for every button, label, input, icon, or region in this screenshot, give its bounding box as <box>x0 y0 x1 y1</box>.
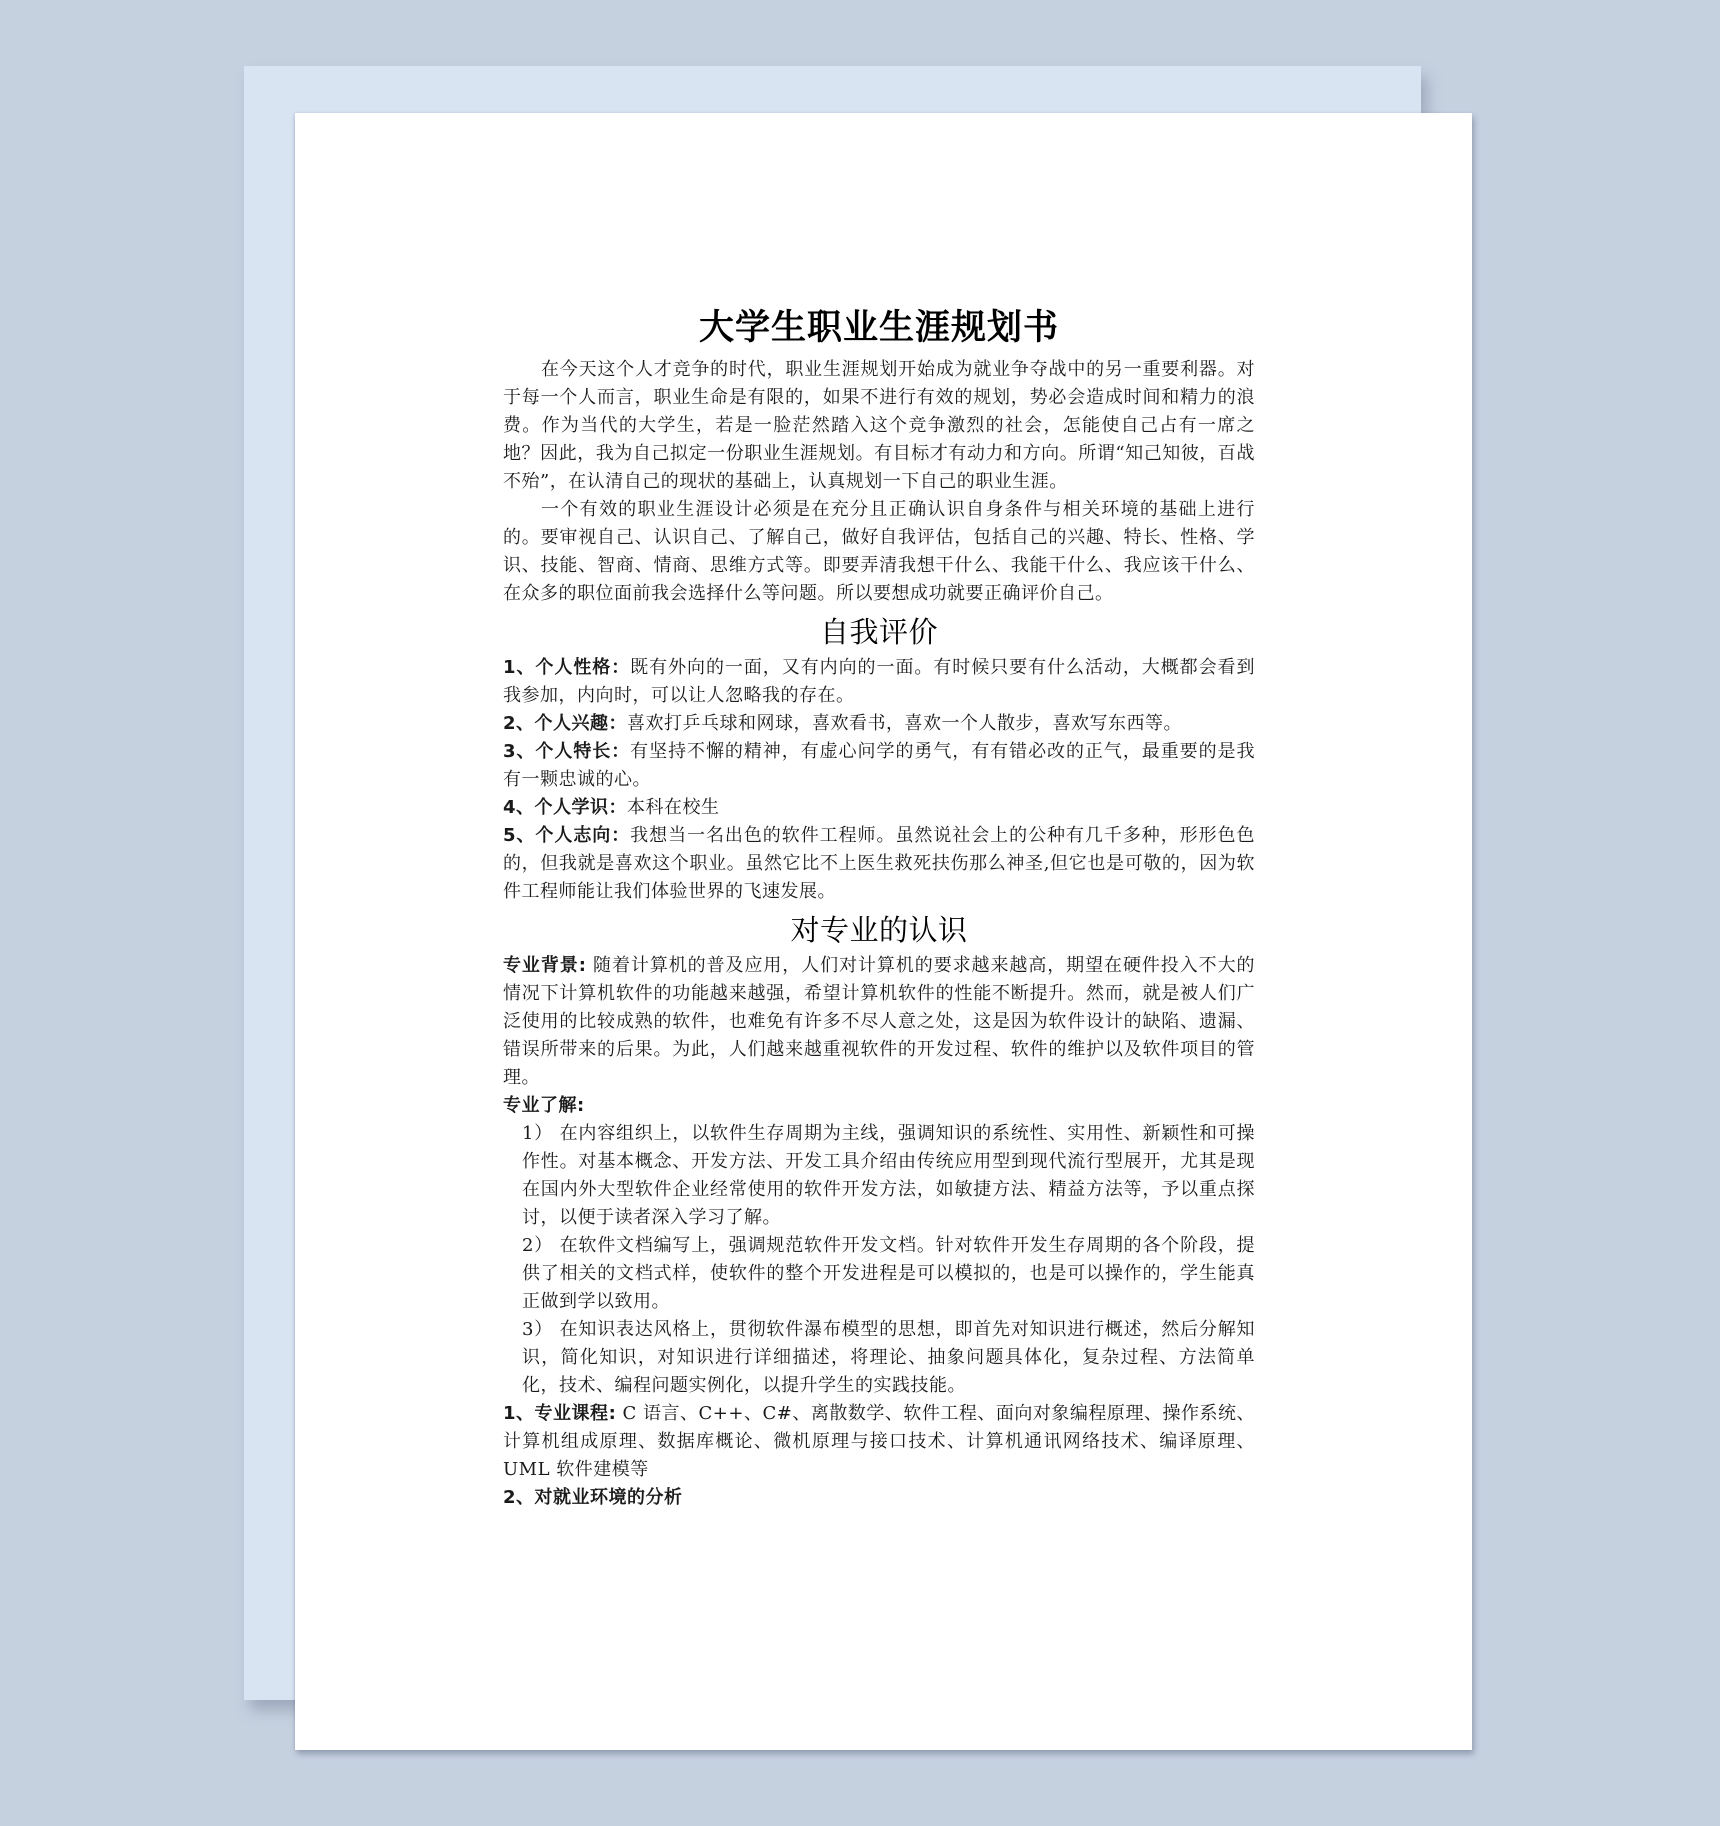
item-text: 我想当一名出色的软件工程师。虽然说社会上的公种有几千多种，形形色色的，但我就是喜欢这个职业。虽然它比不上医生救死扶伤那么神圣,但它也是可敬的，因为软件工程师能让我们体验世界的飞速发展。 <box>503 825 1256 902</box>
major-courses <box>503 1400 1255 1484</box>
self-eval-item-aspiration <box>503 822 1255 906</box>
item-label: 2、个人兴趣： <box>503 713 628 734</box>
courses-label: 1、专业课程: <box>503 1403 617 1424</box>
item-text: 既有外向的一面，又有内向的一面。有时候只要有什么活动，大概都会看到我参加，内向时，可以让人忽略我的存在。 <box>503 657 1256 706</box>
background-label: 专业背景: <box>503 955 587 976</box>
self-eval-item-education <box>503 794 1255 822</box>
employment-label: 2、对就业环境的分析 <box>503 1487 683 1508</box>
front-page-sheet <box>295 113 1472 1750</box>
item-label: 1、个人性格： <box>503 657 631 678</box>
item-label: 4、个人学识： <box>503 797 628 818</box>
item-text: 有坚持不懈的精神，有虚心问学的勇气，有有错必改的正气，最重要的是我有一颗忠诚的心。 <box>503 741 1256 790</box>
self-eval-item-personality <box>503 654 1255 710</box>
understanding-item-3: 3） 在知识表达风格上，贯彻软件瀑布模型的思想，即首先对知识进行概述，然后分解知识，简化知识，对知识进行详细描述，将理论、抽象问题具体化，复杂过程、方法简单化，技术、编程问题实例化，以提升学生的实践技能。 <box>522 1319 1255 1396</box>
intro-paragraph-1: 在今天这个人才竞争的时代，职业生涯规划开始成为就业争夺战中的另一重要利器。对于每一个人而言，职业生命是有限的，如果不进行有效的规划，势必会造成时间和精力的浪费。作为当代的大学生，若是一脸茫然踏入这个竞争激烈的社会，怎能使自己占有一席之地？因此，我为自己拟定一份职业生涯规划。有目标才有动力和方向。所谓“知己知彼，百战不殆”，在认清自己的现状的基础上，认真规划一下自己的职业生涯。 <box>503 359 1255 492</box>
item-label: 3、个人特长： <box>503 741 631 762</box>
document-body <box>503 306 1255 1512</box>
understanding-item-1: 1） 在内容组织上，以软件生存周期为主线，强调知识的系统性、实用性、新颖性和可操作性。对基本概念、开发方法、开发工具介绍由传统应用型到现代流行型展开，尤其是现在国内外大型软件企业经常使用的软件开发方法，如敏捷方法、精益方法等，予以重点探讨，以便于读者深入学习了解。 <box>522 1123 1255 1228</box>
section-heading-self-eval: 自我评价 <box>819 615 938 649</box>
intro-paragraph-2: 一个有效的职业生涯设计必须是在充分且正确认识自身条件与相关环境的基础上进行的。要审视自己、认识自己、了解自己，做好自我评估，包括自己的兴趣、特长、性格、学识、技能、智商、情商、思维方式等。即要弄清我想干什么、我能干什么、我应该干什么、在众多的职位面前我会选择什么等问题。所以要想成功就要正确评价自己。 <box>503 499 1255 604</box>
background-text: 随着计算机的普及应用，人们对计算机的要求越来越高，期望在硬件投入不大的 情况下计算机软件的功能越来越强，希望计算机软件的性能不断提升。然而，就是被人们广泛使用的比较成熟的软件，也难免有许多不尽人意之处，这是因为软件设计的缺陷、遗漏、错误所带来的后果。为此，人们越来越重视软件的开发过程、软件的维护以及软件项目的管理。 <box>503 955 1256 1088</box>
self-eval-item-interests <box>503 710 1255 738</box>
item-label: 5、个人志向： <box>503 825 631 846</box>
understanding-label: 专业了解: <box>503 1095 585 1116</box>
item-text: 喜欢打乒乓球和网球，喜欢看书，喜欢一个人散步，喜欢写东西等。 <box>627 713 1183 734</box>
courses-text: C 语言、C++、C#、离散数学、软件工程、面向对象编程原理、操作系统、计算机组成原理、数据库概论、微机原理与接口技术、计算机通讯网络技术、编译原理、UML 软件建模等 <box>503 1403 1255 1480</box>
document-title: 大学生职业生涯规划书 <box>698 308 1059 348</box>
employment-analysis-heading <box>503 1484 1255 1512</box>
item-text: 本科在校生 <box>627 797 720 818</box>
major-understanding-label <box>503 1092 1255 1120</box>
major-background <box>503 952 1255 1092</box>
section-heading-major: 对专业的认识 <box>790 913 968 947</box>
self-eval-item-strengths <box>503 738 1255 794</box>
understanding-item-2: 2） 在软件文档编写上，强调规范软件开发文档。针对软件开发生存周期的各个阶段，提供了相关的文档式样，使软件的整个开发进程是可以模拟的，也是可以操作的，学生能真正做到学以致用。 <box>522 1235 1255 1312</box>
